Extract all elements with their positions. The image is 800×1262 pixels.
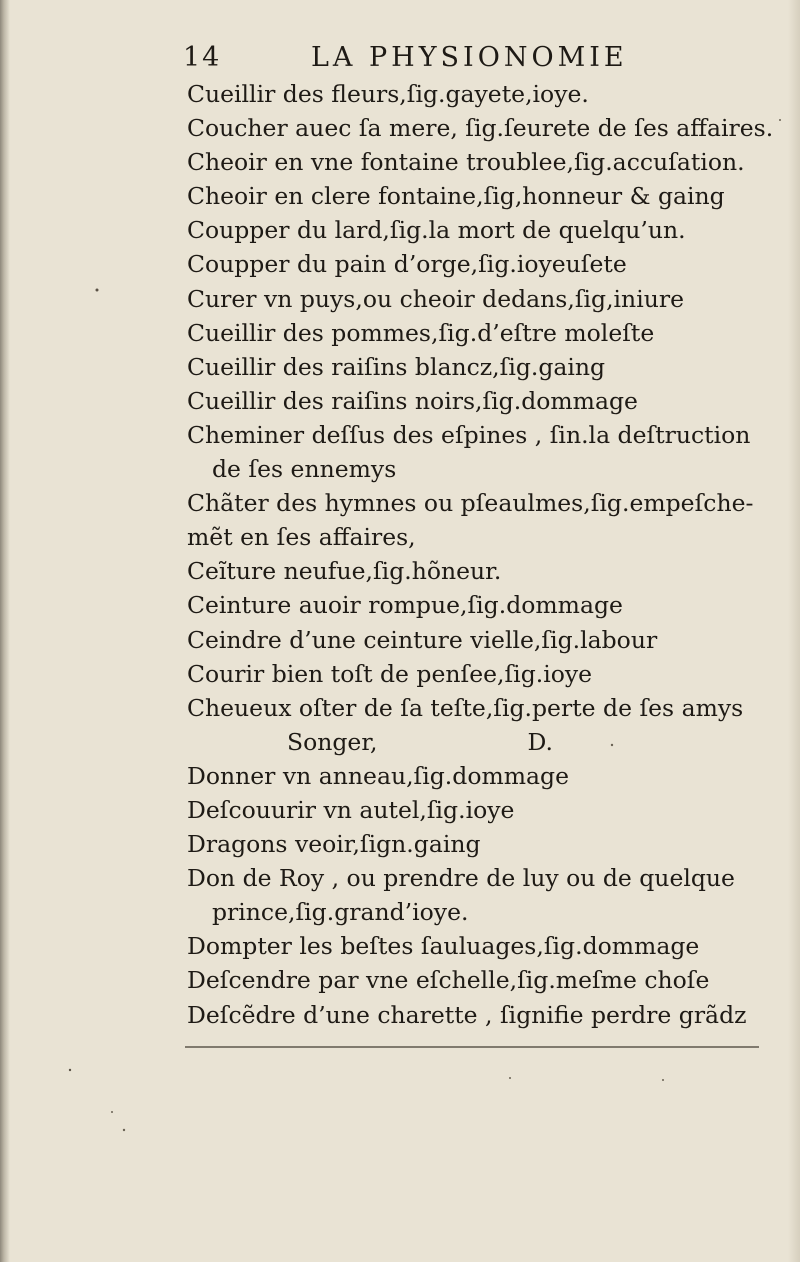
entry-line: Cheoir en clere fontaine,ſig,honneur & gaing (187, 182, 725, 211)
entry-line: Cueillir des raiſins noirs,ſig.dommage (187, 386, 638, 415)
entry-line: Dompter les beſtes ſauluages,ſig.dommage (187, 932, 700, 961)
page-header (183, 38, 683, 78)
entry-line: Deſcẽdre d’une charette , ſignifie perdre grãdz (187, 1000, 747, 1029)
page-binding-edge (0, 0, 10, 1262)
entry-line: Cueillir des pommes,ſig.d’eſtre moleſte (187, 318, 655, 347)
entry-line: Ceindre d’une ceinture vielle,ſig.labour (187, 625, 658, 654)
entry-line: mẽt en ſes affaires, (187, 523, 416, 552)
entry-line: Courir bien toſt de penſee,ſig.ioye (187, 659, 593, 688)
section-heading-label: Songer, (287, 727, 378, 756)
page-number: 14 (183, 42, 222, 73)
entry-line: Chãter des hymnes ou pſeaulmes,ſig.empeſche- (187, 489, 754, 518)
entry-line: Donner vn anneau,ſig.dommage (187, 761, 570, 790)
entry-line: Coucher auec ſa mere, ſig.ſeurete de ſes affaires. (187, 114, 774, 143)
entry-line: Cueillir des raiſins blancz,ſig.gaing (187, 352, 606, 381)
running-title: LA PHYSIONOMIE (311, 42, 628, 73)
page-right-edge (788, 0, 800, 1262)
entry-line: Dragons veoir,ſign.gaing (187, 830, 481, 859)
entry-continuation-line: de ſes ennemys (212, 455, 397, 484)
entry-line: Cheminer deſſus des eſpines , ſin.la deſtruction (187, 420, 751, 449)
entry-line: Ceinture auoir rompue,ſig.dommage (187, 591, 623, 620)
entry-continuation-line: prince,ſig.grand’ioye. (212, 898, 469, 927)
entry-list (187, 77, 774, 1032)
entry-line: Curer vn puys,ou cheoir dedans,ſig,iniure (187, 284, 684, 313)
entry-line: Cheueux oſter de ſa teſte,ſig.perte de ſes amys (187, 693, 744, 722)
entry-line: Ceĩture neufue,ſig.hõneur. (187, 557, 502, 586)
entry-line: Don de Roy , ou prendre de luy ou de quelque (187, 864, 735, 893)
entry-line: Coupper du lard,ſig.la mort de quelqu’un. (187, 216, 686, 245)
entry-line: Cheoir en vne fontaine troublee,ſig.accuſation. (187, 148, 745, 177)
entry-line: Cueillir des fleurs,ſig.gayete,ioye. (187, 80, 589, 108)
entry-line: Deſcendre par vne eſchelle,ſig.meſme choſe (187, 966, 710, 995)
section-heading (187, 725, 767, 759)
entry-line: Coupper du pain d’orge,ſig.ioyeuſete (187, 250, 627, 279)
entry-line: Deſcouurir vn autel,ſig.ioye (187, 795, 515, 824)
bottom-rule (185, 1046, 759, 1048)
section-heading-letter: D. (527, 727, 553, 756)
